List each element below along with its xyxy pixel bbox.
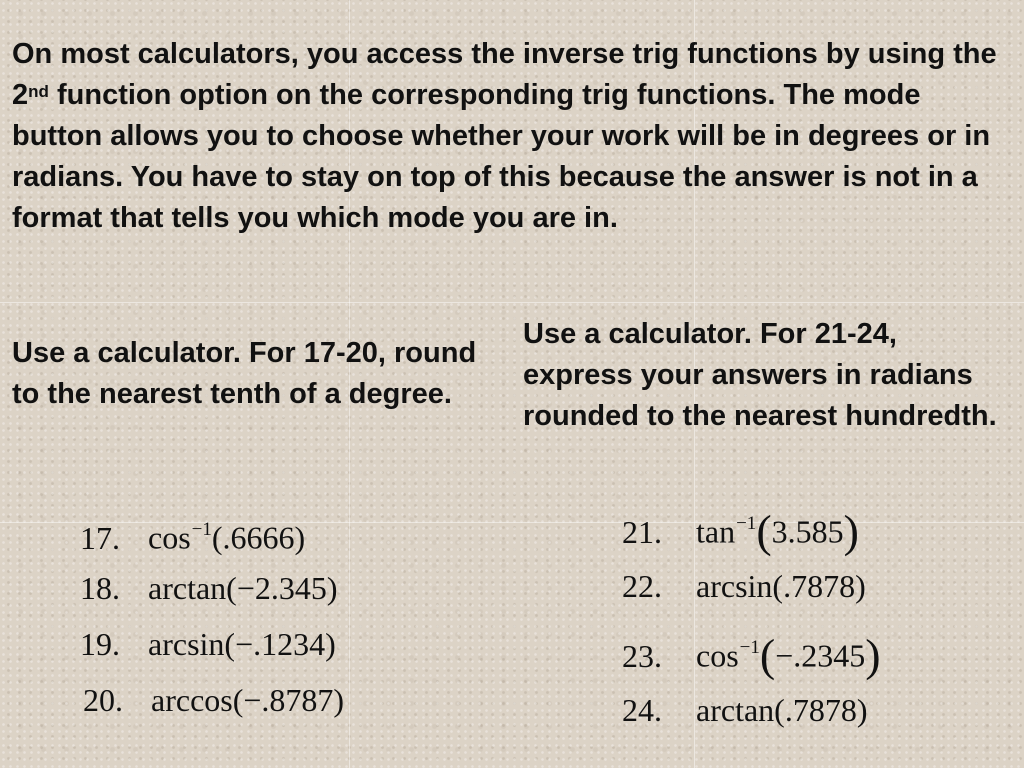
problem-expression: arctan(.7878): [696, 692, 868, 728]
close-paren: ): [843, 505, 859, 557]
intro-text-part1: On most calculators, you access the inverse trig functions by using the 2: [12, 38, 997, 111]
problem-21: [622, 505, 859, 557]
close-paren: ): [865, 629, 881, 681]
problem-22: [622, 566, 866, 606]
problem-number: 24.: [622, 692, 662, 728]
problem-expression: arccos(−.8787): [151, 682, 345, 718]
right-instruction: Use a calculator. For 21-24, express your answers in radians rounded to the nearest hundredth.: [523, 318, 997, 432]
inverse-exponent: −1: [736, 513, 757, 534]
problem-expression: arctan(−2.345): [148, 570, 338, 606]
problem-number: 20.: [83, 682, 123, 718]
intro-superscript: nd: [28, 82, 49, 101]
problem-number: 17.: [80, 519, 120, 556]
problem-expression: arcsin(.7878): [696, 568, 866, 604]
function-argument: (.6666): [211, 519, 306, 556]
open-paren: (: [756, 505, 772, 557]
function-argument: 3.585: [771, 513, 844, 550]
function-name: cos: [696, 637, 739, 674]
problem-20: [83, 680, 344, 720]
problem-23: [622, 629, 881, 681]
function-argument: −.2345: [775, 637, 866, 674]
problem-18: [80, 568, 338, 608]
intro-text-part2: function option on the corresponding trig functions. The mode button allows you to choose whether your work will be in degrees or in radians. You have to stay on top of this because the answer is not in a format that tells you which mode you are in.: [12, 79, 991, 234]
problem-expression: arcsin(−.1234): [148, 626, 336, 662]
tile-seam: [0, 302, 1024, 303]
open-paren: (: [759, 629, 776, 681]
problem-number: 19.: [80, 626, 120, 662]
problem-19: [80, 624, 336, 664]
problem-number: 18.: [80, 570, 120, 606]
function-name: cos: [148, 519, 191, 556]
inverse-exponent: −1: [739, 637, 760, 658]
problem-number: 22.: [622, 568, 662, 604]
problem-17: [80, 512, 305, 558]
problem-24: [622, 690, 867, 730]
function-name: tan: [696, 513, 736, 550]
problem-number: 21.: [622, 513, 662, 550]
problem-number: 23.: [622, 637, 662, 674]
left-instruction: Use a calculator. For 17-20, round to the nearest tenth of a degree.: [12, 337, 477, 410]
intro-paragraph: [12, 34, 1012, 239]
inverse-exponent: −1: [191, 519, 212, 540]
